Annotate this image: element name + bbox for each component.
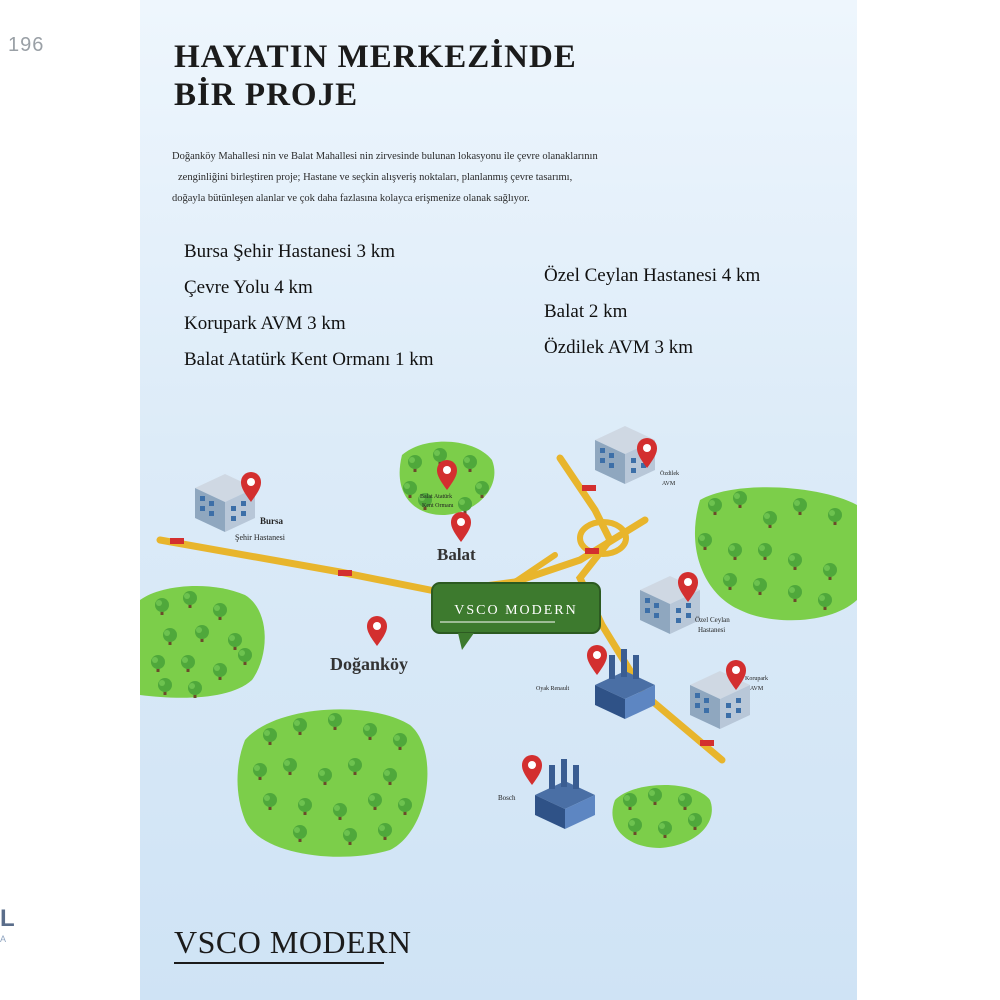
title-line-1: HAYATIN MERKEZİNDE <box>174 39 577 75</box>
map-label: Hastanesi <box>698 626 726 634</box>
list-item: Balat 2 km <box>544 301 628 322</box>
location-map <box>140 400 857 900</box>
road-sign <box>338 570 352 576</box>
building-bosch <box>535 759 595 829</box>
map-label: AVM <box>662 481 676 487</box>
page-title <box>174 38 577 114</box>
road-sign <box>585 548 599 554</box>
description-line-3: doğayla bütünleşen alanlar ve çok daha fazlasına kolayca erişmenize olanak sağlıyor. <box>172 193 530 204</box>
pin-icon <box>451 512 471 542</box>
map-label: Şehir Hastanesi <box>235 533 285 542</box>
road-sign <box>170 538 184 544</box>
list-item: Balat Atatürk Kent Ormanı 1 km <box>184 349 434 370</box>
description-line-2: zenginliğini birleştiren proje; Hastane ve seçkin alışveriş noktaları, planlanmış çevre tasarımı, <box>178 172 573 183</box>
side-logo: L <box>0 905 15 932</box>
map-label: Bursa <box>260 516 284 526</box>
list-item: Bursa Şehir Hastanesi 3 km <box>184 241 396 262</box>
pin-icon <box>367 616 387 646</box>
list-item: Çevre Yolu 4 km <box>184 277 313 298</box>
distance-list-right <box>544 258 760 366</box>
map-label: Özdilek <box>660 471 679 477</box>
map-label: Bosch <box>498 794 516 802</box>
list-item: Özel Ceylan Hastanesi 4 km <box>544 265 761 286</box>
side-logo-sub: A <box>0 934 7 944</box>
map-label: Oyak Renault <box>536 686 570 692</box>
map-label: Doğanköy <box>330 654 409 674</box>
brand-underline <box>174 962 384 964</box>
pin-icon <box>587 645 607 675</box>
project-bubble-label: VSCO MODERN <box>454 603 578 618</box>
brand-logo: VSCO MODERN <box>174 924 412 960</box>
poster <box>140 0 857 1000</box>
title-line-2: BİR PROJE <box>174 77 359 113</box>
road-sign <box>700 740 714 746</box>
list-item: Korupark AVM 3 km <box>184 313 346 334</box>
project-bubble <box>432 583 600 650</box>
description-line-1: Doğanköy Mahallesi nin ve Balat Mahallesi nin zirvesinde bulunan lokasyonu ile çevre olanaklarının <box>172 151 598 162</box>
map-label: Balat <box>437 545 476 564</box>
description <box>172 146 802 209</box>
side-number: 196 <box>8 34 45 56</box>
map-label: AVM <box>750 686 764 692</box>
road-sign <box>582 485 596 491</box>
map-label: Balat Atatürk <box>420 494 453 500</box>
map-label: Korupark <box>745 676 768 682</box>
list-item: Özdilek AVM 3 km <box>544 337 694 358</box>
distance-list-left <box>184 234 434 378</box>
pin-icon <box>522 755 542 785</box>
map-label: Kent Ormanı <box>422 503 454 509</box>
map-label: Özel Ceylan <box>695 616 730 624</box>
